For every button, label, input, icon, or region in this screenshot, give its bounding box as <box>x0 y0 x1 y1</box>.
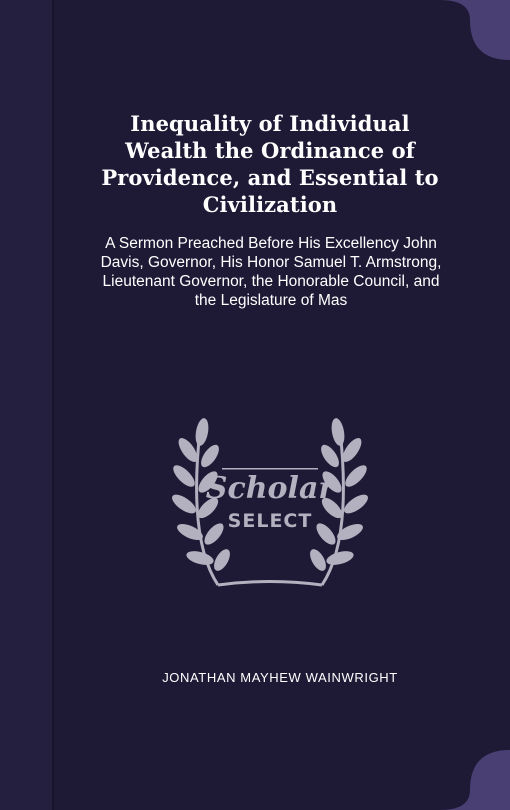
emblem-select-text: SELECT <box>227 510 313 532</box>
book-title: Inequality of Individual Wealth the Ordinance of Providence, and Essential to Civilization <box>101 111 439 217</box>
spine-edge <box>52 0 54 810</box>
scholar-select-emblem <box>160 410 380 595</box>
bottom-right-corner-ornament <box>440 750 510 810</box>
top-right-corner-ornament <box>440 0 510 60</box>
book-author: JONATHAN MAYHEW WAINWRIGHT <box>162 670 398 685</box>
book-subtitle: A Sermon Preached Before His Excellency John Davis, Governor, His Honor Samuel T. Armstrong, Lieutenant Governor, the Honorable Council, and the Legislature of Mas <box>100 235 442 309</box>
emblem-rule-top <box>222 468 318 470</box>
cover-spine <box>0 0 52 810</box>
emblem-scholar-text: Scholar <box>205 471 335 506</box>
